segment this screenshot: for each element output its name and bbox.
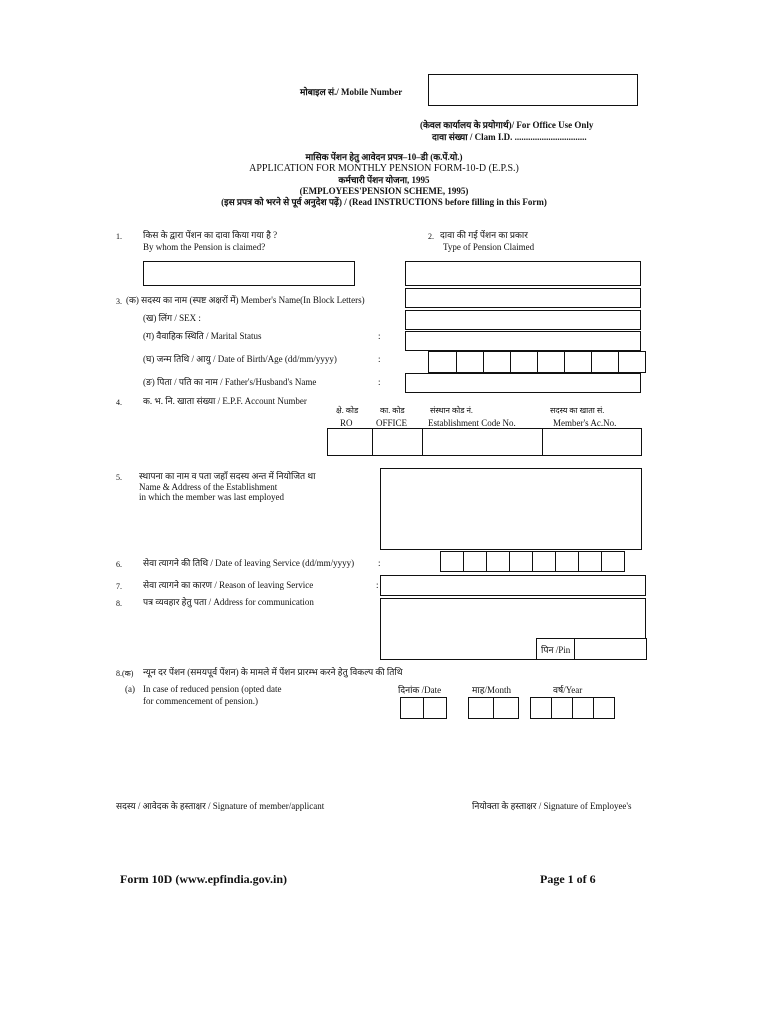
instructions-note: (इस प्रपत्र को भरने से पूर्व अनुदेश पढ़ें) / (Read INSTRUCTIONS before filling in this Form) (221, 197, 547, 207)
pension-date-cell[interactable] (423, 697, 447, 719)
scheme-title: (EMPLOYEES'PENSION SCHEME, 1995) (299, 186, 469, 196)
employer-signature-label: नियोक्ता के हस्ताक्षर / Signature of Employee's (472, 801, 632, 811)
q2-hindi-label: दावा की गई पेंशन का प्रकार (440, 230, 528, 240)
epf-account-input[interactable] (327, 428, 642, 456)
dob-digit-cell[interactable] (428, 351, 457, 373)
office-label: OFFICE (376, 418, 408, 428)
pension-month-input[interactable] (468, 697, 519, 719)
pension-month-cell[interactable] (493, 697, 519, 719)
q1-number: 1. (116, 232, 122, 241)
address-label: पत्र व्यवहार हेतु पता / Address for communication (143, 597, 314, 607)
year-label: वर्ष/Year (553, 685, 583, 695)
reduced-pension-label: In case of reduced pension (opted date (143, 684, 282, 694)
pension-date-input[interactable] (400, 697, 447, 719)
q8a-sub-number: (a) (125, 684, 135, 694)
leaving-date-cell[interactable] (440, 551, 464, 572)
leaving-date-cell[interactable] (463, 551, 487, 572)
dob-digit-cell[interactable] (537, 351, 565, 373)
q7-number: 7. (116, 582, 122, 591)
q3-number: 3. (116, 297, 122, 306)
member-name-label: (क) सदस्य का नाम (स्पष्ट अक्षरों में) Member's Name(In Block Letters) (126, 295, 365, 305)
pin-box (536, 638, 646, 660)
dob-colon: : (378, 354, 381, 364)
reduced-pension-hindi-label: न्यून दर पेंशन (समयपूर्व पेंशन) के मामले में पेंशन प्रारम्भ करने हेतु विकल्प की तिथि (143, 667, 403, 677)
reduced-pension-label-2: for commencement of pension.) (143, 696, 258, 706)
establishment-address-label-2: in which the member was last employed (139, 492, 284, 502)
q8a-number: 8.(क) (116, 669, 134, 678)
establishment-address-input[interactable] (380, 468, 642, 550)
marital-status-label: (ग) वैवाहिक स्थिति / Marital Status (143, 331, 262, 341)
dob-digit-cell[interactable] (591, 351, 619, 373)
dob-digit-cell[interactable] (510, 351, 538, 373)
pin-label: पिन /Pin (541, 645, 571, 655)
leaving-date-cell[interactable] (555, 551, 579, 572)
father-husband-label: (ङ) पिता / पति का नाम / Father's/Husband's Name (143, 377, 317, 387)
leaving-reason-colon: : (376, 580, 379, 590)
pension-year-cell[interactable] (572, 697, 594, 719)
marital-status-colon: : (378, 331, 381, 341)
dob-digit-cell[interactable] (564, 351, 592, 373)
sex-label: (ख) लिंग / SEX : (143, 313, 201, 323)
dob-input[interactable] (428, 351, 646, 373)
hindi-form-title: मासिक पेंशन हेतु आवेदन प्रपत्र–10–डी (क.पें.यो.) (305, 152, 463, 162)
member-signature-label: सदस्य / आवेदक के हस्ताक्षर / Signature of member/applicant (116, 801, 325, 811)
leaving-date-colon: : (378, 558, 381, 568)
pension-claimant-input[interactable] (143, 261, 355, 286)
office-code-cell[interactable] (372, 428, 423, 456)
q8-number: 8. (116, 599, 122, 608)
sex-input[interactable] (405, 310, 641, 330)
leaving-date-cell[interactable] (532, 551, 556, 572)
hindi-scheme-title: कर्मचारी पेंशन योजना, 1995 (338, 175, 430, 185)
form-title: APPLICATION FOR MONTHLY PENSION FORM-10-D (E.P.S.) (249, 163, 519, 174)
q2-number: 2. (428, 232, 434, 241)
pension-year-cell[interactable] (551, 697, 573, 719)
marital-status-input[interactable] (405, 331, 641, 351)
ro-label: RO (340, 418, 353, 428)
member-name-input[interactable] (405, 288, 641, 308)
dob-digit-cell[interactable] (456, 351, 484, 373)
leaving-date-cell[interactable] (601, 551, 625, 572)
leaving-reason-input[interactable] (380, 575, 646, 596)
establishment-code-cell[interactable] (422, 428, 543, 456)
office-hindi-label: का. कोड (380, 406, 405, 415)
footer-form-id: Form 10D (www.epfindia.gov.in) (120, 872, 288, 886)
member-ac-label: Member's Ac.No. (553, 418, 617, 428)
father-husband-input[interactable] (405, 373, 641, 393)
pin-input[interactable] (574, 638, 647, 660)
q4-number: 4. (116, 398, 122, 407)
date-label: दिनांक /Date (398, 685, 442, 695)
ro-hindi-label: क्षे. कोड (336, 406, 359, 415)
pension-type-input[interactable] (405, 261, 641, 286)
q1-hindi-label: किस के द्वारा पेंशन का दावा किया गया है ? (143, 230, 278, 240)
pension-date-cell[interactable] (400, 697, 424, 719)
member-ac-hindi-label: सदस्य का खाता सं. (550, 406, 605, 415)
mobile-number-label: मोबाइल सं./ Mobile Number (300, 87, 403, 97)
mobile-number-input[interactable] (428, 74, 638, 106)
pension-year-input[interactable] (530, 697, 615, 719)
claim-id-label: दावा संख्या / Clam I.D. ................................ (432, 132, 587, 142)
q1-label: By whom the Pension is claimed? (143, 242, 266, 252)
pension-month-cell[interactable] (468, 697, 494, 719)
member-ac-cell[interactable] (542, 428, 642, 456)
q2-label: Type of Pension Claimed (443, 242, 535, 252)
dob-digit-cell[interactable] (618, 351, 646, 373)
establishment-label: Establishment Code No. (428, 418, 516, 428)
establishment-address-hindi-label: स्थापना का नाम व पता जहाँ सदस्य अन्त में नियोजित था (139, 471, 316, 481)
q5-number: 5. (116, 473, 122, 482)
leaving-date-label: सेवा त्यागने की तिथि / Date of leaving Service (dd/mm/yyyy) (143, 558, 355, 568)
leaving-date-input[interactable] (440, 551, 625, 572)
dob-label: (घ) जन्म तिथि / आयु / Date of Birth/Age (dd/mm/yyyy) (143, 354, 337, 364)
establishment-hindi-label: संस्थान कोड नं. (430, 406, 473, 415)
leaving-date-cell[interactable] (509, 551, 533, 572)
dob-digit-cell[interactable] (483, 351, 511, 373)
pension-year-cell[interactable] (593, 697, 615, 719)
father-husband-colon: : (378, 377, 381, 387)
leaving-date-cell[interactable] (578, 551, 602, 572)
pension-year-cell[interactable] (530, 697, 552, 719)
ro-code-cell[interactable] (327, 428, 373, 456)
leaving-reason-label: सेवा त्यागने का कारण / Reason of leaving Service (143, 580, 314, 590)
establishment-address-label: Name & Address of the Establishment (139, 482, 278, 492)
q6-number: 6. (116, 560, 122, 569)
month-label: माह/Month (472, 685, 511, 695)
footer-page-number: Page 1 of 6 (540, 872, 596, 886)
leaving-date-cell[interactable] (486, 551, 510, 572)
office-use-label: (केवल कार्यालय के प्रयोगार्थ)/ For Office Use Only (420, 120, 594, 130)
epf-account-label: क. भ. नि. खाता संख्या / E.P.F. Account Number (143, 396, 307, 406)
